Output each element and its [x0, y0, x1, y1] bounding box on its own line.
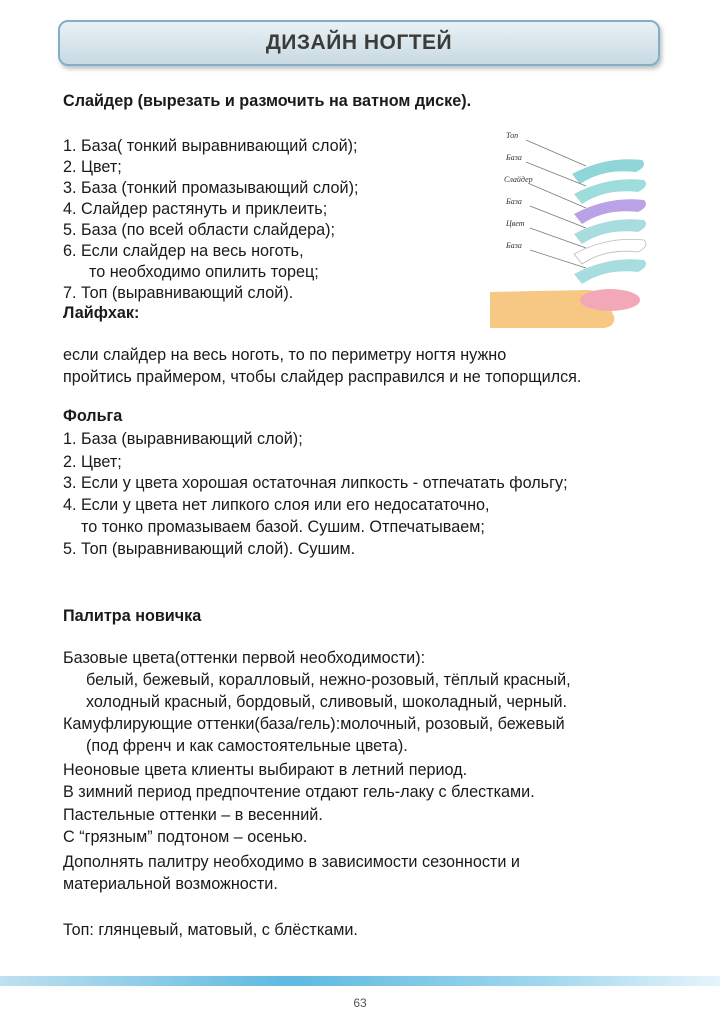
- page-number: 63: [353, 996, 367, 1010]
- layer-base-shape: [574, 259, 646, 284]
- foil-step: 5. Топ (выравнивающий слой). Сушим.: [63, 540, 356, 558]
- diagram-label: База: [506, 241, 522, 250]
- footer-decorative-bar: [0, 976, 720, 986]
- diagram-label: База: [506, 153, 522, 162]
- palette-line: В зимний период предпочтение отдают гель-лаку с блестками.: [63, 783, 535, 801]
- nail-shape: [580, 289, 640, 311]
- palette-line: белый, бежевый, коралловый, нежно-розовый, тёплый красный,: [86, 671, 571, 689]
- slider-step: 5. База (по всей области слайдера);: [63, 221, 336, 239]
- palette-line: Пастельные оттенки – в весенний.: [63, 806, 323, 824]
- palette-line: материальной возможности.: [63, 875, 278, 893]
- foil-step: 1. База (выравнивающий слой);: [63, 430, 303, 448]
- palette-line: С “грязным” подтоном – осенью.: [63, 828, 308, 846]
- foil-step: 4. Если у цвета нет липкого слоя или его недосататочно,: [63, 496, 490, 514]
- leader-line: [526, 140, 586, 166]
- diagram-label: База: [506, 197, 522, 206]
- page-header-banner: [58, 20, 660, 66]
- palette-line: (под френч и как самостоятельные цвета).: [86, 737, 408, 755]
- page-title: ДИЗАЙН НОГТЕЙ: [265, 31, 453, 54]
- foil-step: 2. Цвет;: [63, 453, 122, 471]
- slider-step: 6. Если слайдер на весь ноготь,: [63, 242, 304, 260]
- lifehack-line: пройтись праймером, чтобы слайдер расправился и не топорщился.: [63, 368, 582, 386]
- foil-step: то тонко промазываем базой. Сушим. Отпечатываем;: [81, 518, 485, 536]
- foil-step: 3. Если у цвета хорошая остаточная липкость - отпечатать фольгу;: [63, 474, 568, 492]
- slider-step: 3. База (тонкий промазывающий слой);: [63, 179, 359, 197]
- palette-top-line: Топ: глянцевый, матовый, с блёстками.: [63, 921, 358, 939]
- palette-line: Базовые цвета(оттенки первой необходимости):: [63, 649, 426, 667]
- foil-heading: Фольга: [63, 407, 123, 425]
- lifehack-line: если слайдер на весь ноготь, то по периметру ногтя нужно: [63, 346, 507, 364]
- slider-heading: Слайдер (вырезать и размочить на ватном диске).: [63, 92, 472, 110]
- slider-step: то необходимо опилить торец;: [89, 263, 319, 281]
- slider-step: 4. Слайдер растянуть и приклеить;: [63, 200, 328, 218]
- diagram-label: Слайдер: [504, 175, 533, 184]
- nail-layers-diagram: [486, 126, 672, 330]
- palette-line: Камуфлирующие оттенки(база/гель):молочный, розовый, бежевый: [63, 715, 565, 733]
- palette-line: Дополнять палитру необходимо в зависимости сезонности и: [63, 853, 520, 871]
- palette-line: Неоновые цвета клиенты выбирают в летний период.: [63, 761, 468, 779]
- palette-heading: Палитра новичка: [63, 607, 202, 625]
- diagram-label: Топ: [506, 131, 519, 140]
- palette-line: холодный красный, бордовый, сливовый, шоколадный, черный.: [86, 693, 568, 711]
- slider-step: 2. Цвет;: [63, 158, 122, 176]
- slider-step: 7. Топ (выравнивающий слой).: [63, 284, 294, 302]
- slider-step: 1. База( тонкий выравнивающий слой);: [63, 137, 358, 155]
- diagram-label: Цвет: [506, 219, 525, 228]
- lifehack-heading: Лайфхак:: [63, 304, 140, 322]
